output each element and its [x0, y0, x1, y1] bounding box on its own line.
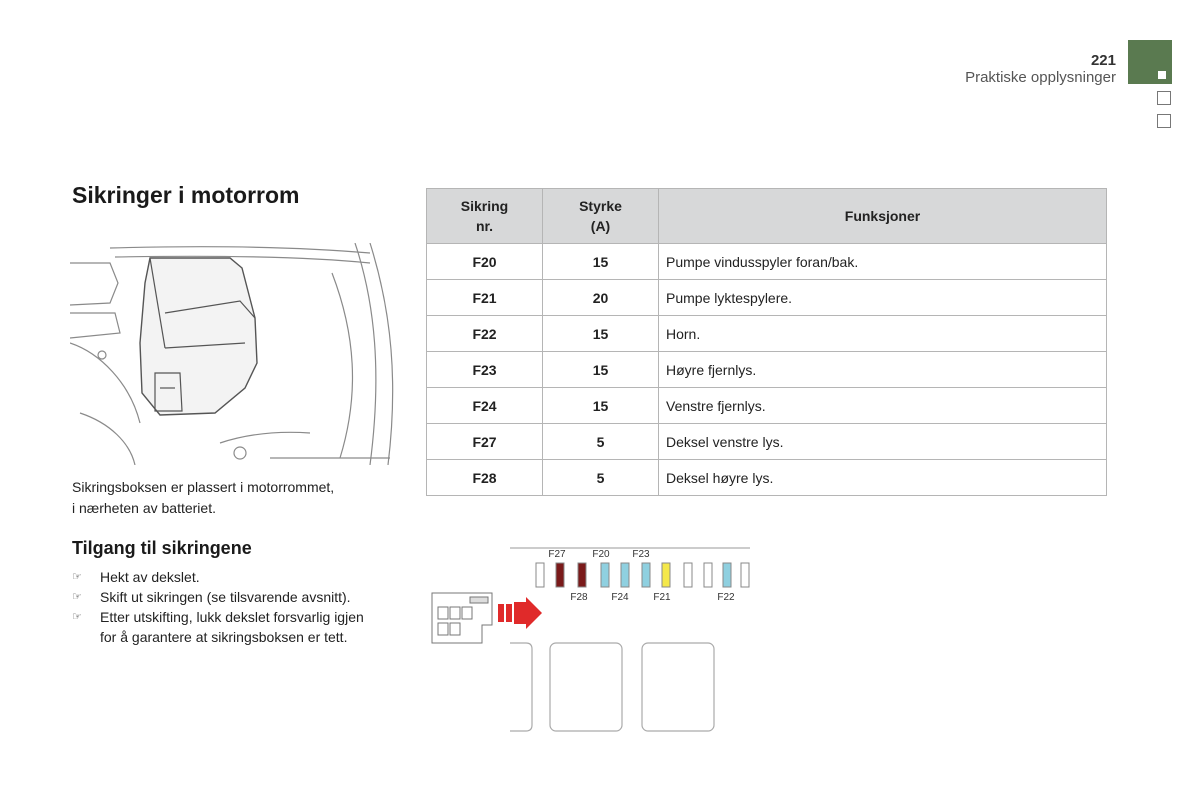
pointing-hand-icon: ☞: [72, 591, 82, 603]
step-text: Hekt av dekslet.: [100, 569, 200, 585]
step-text: Skift ut sikringen (se tilsvarende avsnitt).: [100, 589, 351, 605]
header-amperage: [543, 189, 659, 244]
fuse-cell: F28: [427, 460, 543, 496]
fuse-label-top: F20: [592, 549, 610, 560]
section-name: Praktiske opplysninger: [965, 69, 1116, 86]
fuse-label-bottom: F22: [717, 592, 735, 603]
table-row: [427, 388, 1107, 424]
header-text: nr.: [475, 218, 494, 234]
fuse-box-thumbnail: [432, 593, 492, 643]
fuse-slot: [684, 563, 692, 587]
amp-cell: 5: [543, 424, 659, 460]
header-functions: Funksjoner: [659, 189, 1107, 244]
table-row: [427, 424, 1107, 460]
header-text: (A): [590, 218, 611, 234]
location-caption: [72, 477, 392, 519]
fuse-f22: [723, 563, 731, 587]
fuse-cell: F21: [427, 280, 543, 316]
page-number: 221: [1090, 52, 1116, 69]
amp-cell: 15: [543, 388, 659, 424]
fuse-f28: [578, 563, 586, 587]
engine-bay-illustration: [70, 243, 400, 465]
amp-cell: 15: [543, 244, 659, 280]
pointing-hand-icon: ☞: [72, 611, 82, 623]
fuse-layout-diagram: [430, 545, 760, 735]
access-heading: Tilgang til sikringene: [72, 538, 252, 558]
fuse-f24: [621, 563, 629, 587]
table-row: [427, 244, 1107, 280]
pointing-hand-icon: ☞: [72, 571, 82, 583]
fuse-cell: F22: [427, 316, 543, 352]
fuse-slot: [741, 563, 749, 587]
fuse-f21: [662, 563, 670, 587]
amp-cell: 15: [543, 352, 659, 388]
function-cell: Høyre fjernlys.: [659, 352, 1107, 388]
header-text: Sikring: [460, 198, 509, 214]
table-row: [427, 352, 1107, 388]
table-row: [427, 460, 1107, 496]
fuse-label-bottom: F28: [570, 592, 588, 603]
step-item: [72, 567, 412, 587]
fuse-slot: [704, 563, 712, 587]
chapter-box-icon: [1157, 114, 1171, 128]
fuse-cell: F23: [427, 352, 543, 388]
function-cell: Pumpe vindusspyler foran/bak.: [659, 244, 1107, 280]
step-item: [72, 587, 412, 607]
fuse-cell: F27: [427, 424, 543, 460]
caption-line: Sikringsboksen er plassert i motorrommet,: [72, 479, 335, 495]
fuse-label-top: F27: [548, 549, 566, 560]
fuse-label-top: F23: [632, 549, 650, 560]
chapter-marker-icon: [1158, 71, 1166, 79]
fuse-f23: [642, 563, 650, 587]
function-cell: Venstre fjernlys.: [659, 388, 1107, 424]
function-cell: Deksel høyre lys.: [659, 460, 1107, 496]
fuse-cell: F20: [427, 244, 543, 280]
fuse-box-cover: [550, 643, 622, 731]
table-header-row: [427, 189, 1107, 244]
chapter-box-icon: [1157, 91, 1171, 105]
caption-line: i nærheten av batteriet.: [72, 500, 216, 516]
access-steps-list: [72, 567, 412, 647]
fuse-f20: [601, 563, 609, 587]
page-title: Sikringer i motorrom: [72, 182, 300, 208]
amp-cell: 5: [543, 460, 659, 496]
fuse-box-cover: [642, 643, 714, 731]
fuse-slot: [536, 563, 544, 587]
fuse-label-bottom: F24: [611, 592, 629, 603]
header-fuse-number: [427, 189, 543, 244]
function-cell: Horn.: [659, 316, 1107, 352]
fuse-label-bottom: F21: [653, 592, 671, 603]
step-text: for å garantere at sikringsboksen er tett.: [100, 629, 348, 645]
amp-cell: 20: [543, 280, 659, 316]
chapter-tab: [1128, 40, 1172, 84]
table-row: [427, 280, 1107, 316]
function-cell: Deksel venstre lys.: [659, 424, 1107, 460]
step-text: Etter utskifting, lukk dekslet forsvarlig igjen: [100, 609, 364, 625]
step-item: [72, 607, 412, 647]
arrow-right-icon: [498, 597, 542, 629]
table-row: [427, 316, 1107, 352]
fuse-table: [426, 188, 1107, 496]
fuse-f27: [556, 563, 564, 587]
fuse-cell: F24: [427, 388, 543, 424]
function-cell: Pumpe lyktespylere.: [659, 280, 1107, 316]
header-text: Styrke: [579, 198, 622, 214]
fuse-box-cover: [510, 643, 532, 731]
amp-cell: 15: [543, 316, 659, 352]
